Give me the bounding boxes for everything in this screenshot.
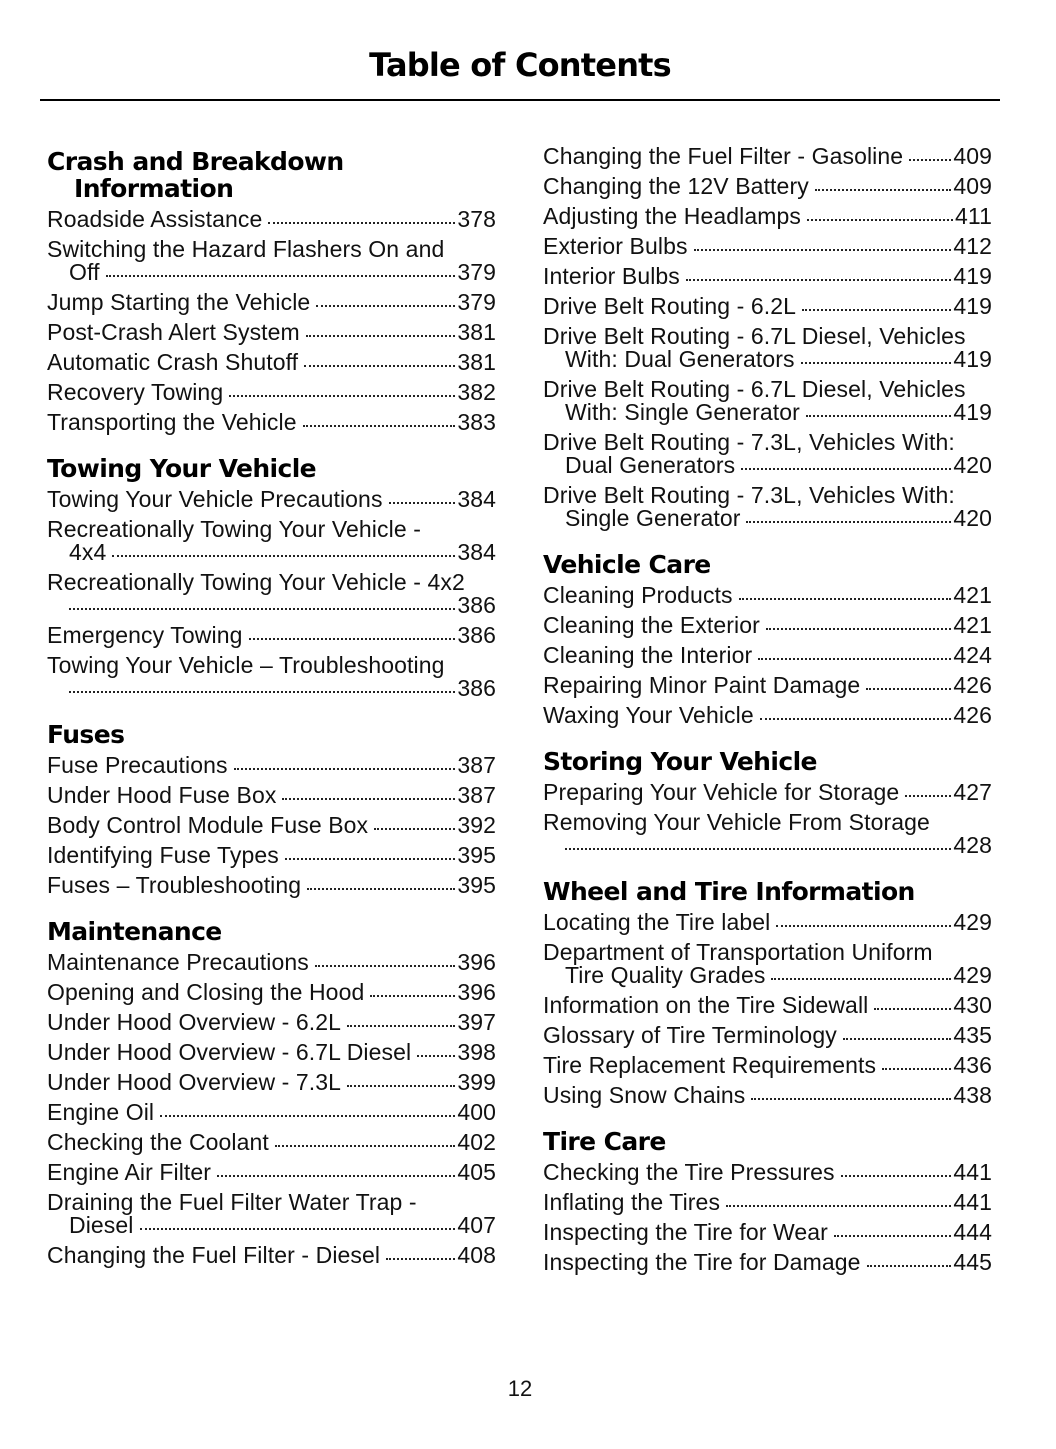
toc-entry[interactable] bbox=[47, 624, 496, 647]
entry-title: Tire Quality Grades bbox=[565, 962, 766, 988]
entry-title: Adjusting the Headlamps bbox=[543, 203, 802, 229]
entry-title: Diesel bbox=[69, 1212, 134, 1238]
entry-page-number: 399 bbox=[457, 1069, 496, 1095]
dot-leader bbox=[741, 468, 951, 470]
entry-page-number: 411 bbox=[955, 203, 992, 229]
entry-title: With: Dual Generators bbox=[565, 346, 795, 372]
entry-title: Checking the Tire Pressures bbox=[543, 1159, 835, 1185]
entry-title: Single Generator bbox=[565, 505, 741, 531]
toc-entry[interactable] bbox=[47, 1131, 496, 1154]
entry-page-number: 395 bbox=[457, 842, 496, 868]
dot-leader bbox=[389, 502, 456, 504]
toc-entry[interactable] bbox=[543, 1084, 992, 1107]
dot-leader bbox=[751, 1098, 951, 1100]
entry-title: Automatic Crash Shutoff bbox=[47, 349, 299, 375]
entry-page-number: 412 bbox=[953, 233, 992, 259]
toc-entry[interactable] bbox=[543, 1191, 992, 1214]
entry-page-number: 387 bbox=[457, 752, 496, 778]
dot-leader bbox=[686, 279, 951, 281]
entry-title-line: Drive Belt Routing - 6.7L Diesel, Vehicles bbox=[543, 323, 966, 349]
toc-entry[interactable] bbox=[543, 644, 992, 667]
toc-section bbox=[47, 721, 496, 897]
toc-entry[interactable] bbox=[47, 1101, 496, 1124]
section-heading bbox=[543, 748, 992, 775]
entry-page-number: 435 bbox=[953, 1022, 992, 1048]
toc-entry[interactable] bbox=[543, 235, 992, 258]
entry-title: Identifying Fuse Types bbox=[47, 842, 279, 868]
toc-entry[interactable] bbox=[543, 1161, 992, 1184]
toc-column-left bbox=[47, 148, 496, 1288]
section-heading-line: Tire Care bbox=[543, 1127, 666, 1156]
entry-page-number: 428 bbox=[953, 832, 992, 858]
entry-page-number: 405 bbox=[457, 1159, 496, 1185]
dot-leader bbox=[285, 858, 455, 860]
entry-page-number: 379 bbox=[457, 259, 496, 285]
toc-entry[interactable] bbox=[543, 484, 992, 530]
dot-leader bbox=[282, 798, 455, 800]
entry-title: Changing the 12V Battery bbox=[543, 173, 809, 199]
entry-title: Emergency Towing bbox=[47, 622, 243, 648]
entry-title: Under Hood Overview - 7.3L bbox=[47, 1069, 342, 1095]
entry-title-line: Removing Your Vehicle From Storage bbox=[543, 809, 930, 835]
section-heading bbox=[47, 148, 496, 202]
dot-leader bbox=[760, 718, 952, 720]
dot-leader bbox=[347, 1085, 455, 1087]
toc-section bbox=[543, 1128, 992, 1274]
toc-entry[interactable] bbox=[47, 208, 496, 231]
toc-entry[interactable] bbox=[47, 844, 496, 867]
toc-section bbox=[47, 148, 496, 434]
toc-entry[interactable] bbox=[47, 1191, 496, 1237]
section-heading-line: Towing Your Vehicle bbox=[47, 454, 317, 483]
toc-entry[interactable] bbox=[47, 981, 496, 1004]
entry-page-number: 421 bbox=[953, 582, 992, 608]
dot-leader bbox=[217, 1175, 455, 1177]
entry-title: Off bbox=[69, 259, 100, 285]
entry-page-number: 408 bbox=[457, 1242, 496, 1268]
dot-leader bbox=[303, 425, 456, 427]
section-heading-line: Fuses bbox=[47, 720, 125, 749]
dot-leader bbox=[306, 335, 455, 337]
entry-title: Inspecting the Tire for Wear bbox=[543, 1219, 828, 1245]
page-title: Table of Contents bbox=[369, 46, 671, 84]
section-heading bbox=[47, 918, 496, 945]
toc-section bbox=[543, 551, 992, 727]
dot-leader bbox=[140, 1228, 456, 1230]
toc-entry[interactable] bbox=[47, 351, 496, 374]
dot-leader bbox=[776, 925, 951, 927]
page-number: 12 bbox=[507, 1376, 533, 1401]
dot-leader bbox=[417, 1055, 455, 1057]
entry-page-number: 409 bbox=[953, 143, 992, 169]
toc-entry[interactable] bbox=[543, 325, 992, 371]
dot-leader bbox=[106, 275, 456, 277]
section-heading bbox=[543, 551, 992, 578]
toc-entry[interactable] bbox=[543, 175, 992, 198]
entry-page-number: 430 bbox=[953, 992, 992, 1018]
dot-leader bbox=[307, 888, 455, 890]
entry-title: Locating the Tire label bbox=[543, 909, 771, 935]
dot-leader bbox=[234, 768, 456, 770]
entry-title: Drive Belt Routing - 6.2L bbox=[543, 293, 797, 319]
entry-title: Engine Air Filter bbox=[47, 1159, 212, 1185]
dot-leader bbox=[909, 159, 951, 161]
entry-title-line: Drive Belt Routing - 6.7L Diesel, Vehicles bbox=[543, 376, 966, 402]
toc-entry[interactable] bbox=[543, 811, 992, 857]
toc-entry[interactable] bbox=[543, 994, 992, 1017]
dot-leader bbox=[841, 1175, 952, 1177]
dot-leader bbox=[370, 995, 455, 997]
toc-entry[interactable] bbox=[47, 654, 496, 700]
dot-leader bbox=[834, 1235, 951, 1237]
toc-entry[interactable] bbox=[47, 518, 496, 564]
entry-page-number: 429 bbox=[953, 962, 992, 988]
entry-page-number: 386 bbox=[457, 592, 496, 618]
section-heading-line: Maintenance bbox=[47, 917, 222, 946]
section-heading bbox=[47, 721, 496, 748]
entry-page-number: 441 bbox=[953, 1159, 992, 1185]
dot-leader bbox=[315, 965, 455, 967]
toc-entry[interactable] bbox=[47, 1244, 496, 1267]
entry-page-number: 441 bbox=[953, 1189, 992, 1215]
entry-title-line: Drive Belt Routing - 7.3L, Vehicles With: bbox=[543, 482, 955, 508]
entry-title: Changing the Fuel Filter - Diesel bbox=[47, 1242, 381, 1268]
entry-title: Information on the Tire Sidewall bbox=[543, 992, 869, 1018]
entry-title: Checking the Coolant bbox=[47, 1129, 269, 1155]
dot-leader bbox=[905, 795, 951, 797]
entry-title: Exterior Bulbs bbox=[543, 233, 688, 259]
toc-entry[interactable] bbox=[543, 674, 992, 697]
toc-entry[interactable] bbox=[543, 1024, 992, 1047]
dot-leader bbox=[69, 608, 455, 610]
entry-page-number: 397 bbox=[457, 1009, 496, 1035]
toc-entry[interactable] bbox=[543, 265, 992, 288]
entry-title: Fuses – Troubleshooting bbox=[47, 872, 302, 898]
entry-title: Under Hood Overview - 6.2L bbox=[47, 1009, 342, 1035]
entry-title: Changing the Fuel Filter - Gasoline bbox=[543, 143, 904, 169]
dot-leader bbox=[229, 395, 455, 397]
dot-leader bbox=[739, 598, 952, 600]
toc-section bbox=[543, 748, 992, 857]
entry-page-number: 421 bbox=[953, 612, 992, 638]
entry-title: Cleaning Products bbox=[543, 582, 733, 608]
entry-page-number: 409 bbox=[953, 173, 992, 199]
dot-leader bbox=[694, 249, 952, 251]
section-heading-line: Storing Your Vehicle bbox=[543, 747, 817, 776]
entry-page-number: 381 bbox=[457, 319, 496, 345]
toc-section bbox=[47, 455, 496, 700]
entry-page-number: 438 bbox=[953, 1082, 992, 1108]
dot-leader bbox=[843, 1038, 951, 1040]
entry-page-number: 396 bbox=[457, 979, 496, 1005]
entry-page-number: 424 bbox=[953, 642, 992, 668]
entry-title: Tire Replacement Requirements bbox=[543, 1052, 877, 1078]
dot-leader bbox=[771, 978, 951, 980]
entry-page-number: 383 bbox=[457, 409, 496, 435]
toc-entry[interactable] bbox=[543, 205, 992, 228]
toc-section bbox=[47, 918, 496, 1267]
dot-leader bbox=[386, 1258, 455, 1260]
dot-leader bbox=[160, 1115, 455, 1117]
toc-entry[interactable] bbox=[47, 291, 496, 314]
toc-entry[interactable] bbox=[47, 951, 496, 974]
entry-page-number: 426 bbox=[953, 702, 992, 728]
entry-title: Post-Crash Alert System bbox=[47, 319, 300, 345]
dot-leader bbox=[758, 658, 951, 660]
entry-title: 4x4 bbox=[69, 539, 107, 565]
entry-title: Using Snow Chains bbox=[543, 1082, 746, 1108]
entry-page-number: 420 bbox=[953, 505, 992, 531]
toc-entry[interactable] bbox=[47, 488, 496, 511]
toc-section bbox=[543, 878, 992, 1107]
entry-page-number: 419 bbox=[953, 399, 992, 425]
entry-title: Inspecting the Tire for Damage bbox=[543, 1249, 861, 1275]
dot-leader bbox=[249, 638, 456, 640]
dot-leader bbox=[275, 1145, 455, 1147]
entry-page-number: 426 bbox=[953, 672, 992, 698]
entry-title-line: Switching the Hazard Flashers On and bbox=[47, 236, 445, 262]
entry-title: Jump Starting the Vehicle bbox=[47, 289, 311, 315]
dot-leader bbox=[374, 828, 455, 830]
toc-entry[interactable] bbox=[543, 378, 992, 424]
section-heading bbox=[543, 1128, 992, 1155]
dot-leader bbox=[802, 309, 951, 311]
toc-entry[interactable] bbox=[47, 321, 496, 344]
toc-entry[interactable] bbox=[543, 1251, 992, 1274]
dot-leader bbox=[874, 1008, 951, 1010]
entry-page-number: 384 bbox=[457, 486, 496, 512]
toc-entry[interactable] bbox=[543, 941, 992, 987]
dot-leader bbox=[268, 222, 455, 224]
entry-title-line: Drive Belt Routing - 7.3L, Vehicles With: bbox=[543, 429, 955, 455]
entry-title: Inflating the Tires bbox=[543, 1189, 721, 1215]
toc-entry[interactable] bbox=[543, 1054, 992, 1077]
entry-page-number: 386 bbox=[457, 675, 496, 701]
entry-title: Body Control Module Fuse Box bbox=[47, 812, 369, 838]
toc-entry[interactable] bbox=[47, 571, 496, 617]
entry-page-number: 400 bbox=[457, 1099, 496, 1125]
toc-entry[interactable] bbox=[47, 1041, 496, 1064]
toc-entry[interactable] bbox=[543, 584, 992, 607]
entry-title: Opening and Closing the Hood bbox=[47, 979, 365, 1005]
toc-entry[interactable] bbox=[47, 238, 496, 284]
entry-page-number: 384 bbox=[457, 539, 496, 565]
entry-page-number: 379 bbox=[457, 289, 496, 315]
dot-leader bbox=[766, 628, 951, 630]
toc-entry[interactable] bbox=[47, 814, 496, 837]
entry-page-number: 378 bbox=[457, 206, 496, 232]
entry-page-number: 419 bbox=[953, 293, 992, 319]
entry-title: Towing Your Vehicle Precautions bbox=[47, 486, 383, 512]
entry-page-number: 445 bbox=[953, 1249, 992, 1275]
entry-page-number: 398 bbox=[457, 1039, 496, 1065]
entry-title: Under Hood Overview - 6.7L Diesel bbox=[47, 1039, 412, 1065]
dot-leader bbox=[882, 1068, 951, 1070]
dot-leader bbox=[316, 305, 455, 307]
dot-leader bbox=[726, 1205, 951, 1207]
entry-page-number: 381 bbox=[457, 349, 496, 375]
dot-leader bbox=[112, 555, 455, 557]
entry-title-line: Draining the Fuel Filter Water Trap - bbox=[47, 1189, 417, 1215]
section-heading bbox=[543, 878, 992, 905]
toc-entry[interactable] bbox=[543, 781, 992, 804]
section-heading-line: Vehicle Care bbox=[543, 550, 711, 579]
entry-page-number: 429 bbox=[953, 909, 992, 935]
entry-title-line: Recreationally Towing Your Vehicle - 4x2 bbox=[47, 569, 465, 595]
entry-title: Cleaning the Interior bbox=[543, 642, 753, 668]
entry-title: Repairing Minor Paint Damage bbox=[543, 672, 861, 698]
section-heading-line: Wheel and Tire Information bbox=[543, 877, 915, 906]
entry-title: Maintenance Precautions bbox=[47, 949, 309, 975]
entry-page-number: 395 bbox=[457, 872, 496, 898]
dot-leader bbox=[867, 1265, 952, 1267]
dot-leader bbox=[565, 848, 951, 850]
entry-title: Fuse Precautions bbox=[47, 752, 228, 778]
entry-title: Recovery Towing bbox=[47, 379, 224, 405]
entry-title: Roadside Assistance bbox=[47, 206, 263, 232]
toc-entry[interactable] bbox=[543, 704, 992, 727]
dot-leader bbox=[304, 365, 455, 367]
section-heading bbox=[47, 455, 496, 482]
section-heading-line: Information bbox=[74, 174, 234, 203]
entry-page-number: 392 bbox=[457, 812, 496, 838]
entry-title: Transporting the Vehicle bbox=[47, 409, 297, 435]
toc-entry[interactable] bbox=[543, 295, 992, 318]
section-heading-line: Crash and Breakdown bbox=[47, 147, 344, 176]
entry-page-number: 420 bbox=[953, 452, 992, 478]
toc-entry[interactable] bbox=[47, 1161, 496, 1184]
entry-page-number: 382 bbox=[457, 379, 496, 405]
toc-entry[interactable] bbox=[47, 1071, 496, 1094]
toc-column-right bbox=[543, 145, 992, 1295]
toc-entry[interactable] bbox=[47, 381, 496, 404]
entry-title: Dual Generators bbox=[565, 452, 736, 478]
entry-page-number: 386 bbox=[457, 622, 496, 648]
entry-page-number: 396 bbox=[457, 949, 496, 975]
entry-title: Cleaning the Exterior bbox=[543, 612, 760, 638]
entry-title: Engine Oil bbox=[47, 1099, 155, 1125]
dot-leader bbox=[746, 521, 951, 523]
entry-page-number: 444 bbox=[953, 1219, 992, 1245]
entry-title-line: Recreationally Towing Your Vehicle - bbox=[47, 516, 421, 542]
toc-entry[interactable] bbox=[543, 614, 992, 637]
toc-entry[interactable] bbox=[543, 911, 992, 934]
toc-entry[interactable] bbox=[47, 411, 496, 434]
toc-entry[interactable] bbox=[543, 431, 992, 477]
entry-title: Under Hood Fuse Box bbox=[47, 782, 277, 808]
dot-leader bbox=[807, 219, 953, 221]
entry-title: Glossary of Tire Terminology bbox=[543, 1022, 837, 1048]
entry-page-number: 419 bbox=[953, 346, 992, 372]
toc-entry[interactable] bbox=[543, 1221, 992, 1244]
toc-entry[interactable] bbox=[47, 874, 496, 897]
toc-entry[interactable] bbox=[47, 754, 496, 777]
entry-title: Waxing Your Vehicle bbox=[543, 702, 754, 728]
title-divider bbox=[40, 99, 1000, 101]
entry-page-number: 407 bbox=[457, 1212, 496, 1238]
entry-title-line: Department of Transportation Uniform bbox=[543, 939, 933, 965]
entry-title: With: Single Generator bbox=[565, 399, 800, 425]
toc-entry[interactable] bbox=[543, 145, 992, 168]
dot-leader bbox=[815, 189, 952, 191]
dot-leader bbox=[347, 1025, 455, 1027]
entry-title: Preparing Your Vehicle for Storage bbox=[543, 779, 900, 805]
toc-entry[interactable] bbox=[47, 1011, 496, 1034]
entry-page-number: 387 bbox=[457, 782, 496, 808]
dot-leader bbox=[69, 691, 455, 693]
entry-page-number: 427 bbox=[953, 779, 992, 805]
dot-leader bbox=[806, 415, 951, 417]
toc-entry[interactable] bbox=[47, 784, 496, 807]
entry-page-number: 419 bbox=[953, 263, 992, 289]
entry-title-line: Towing Your Vehicle – Troubleshooting bbox=[47, 652, 445, 678]
toc-section bbox=[543, 145, 992, 530]
entry-page-number: 436 bbox=[953, 1052, 992, 1078]
dot-leader bbox=[866, 688, 951, 690]
entry-page-number: 402 bbox=[457, 1129, 496, 1155]
dot-leader bbox=[801, 362, 952, 364]
entry-title: Interior Bulbs bbox=[543, 263, 680, 289]
